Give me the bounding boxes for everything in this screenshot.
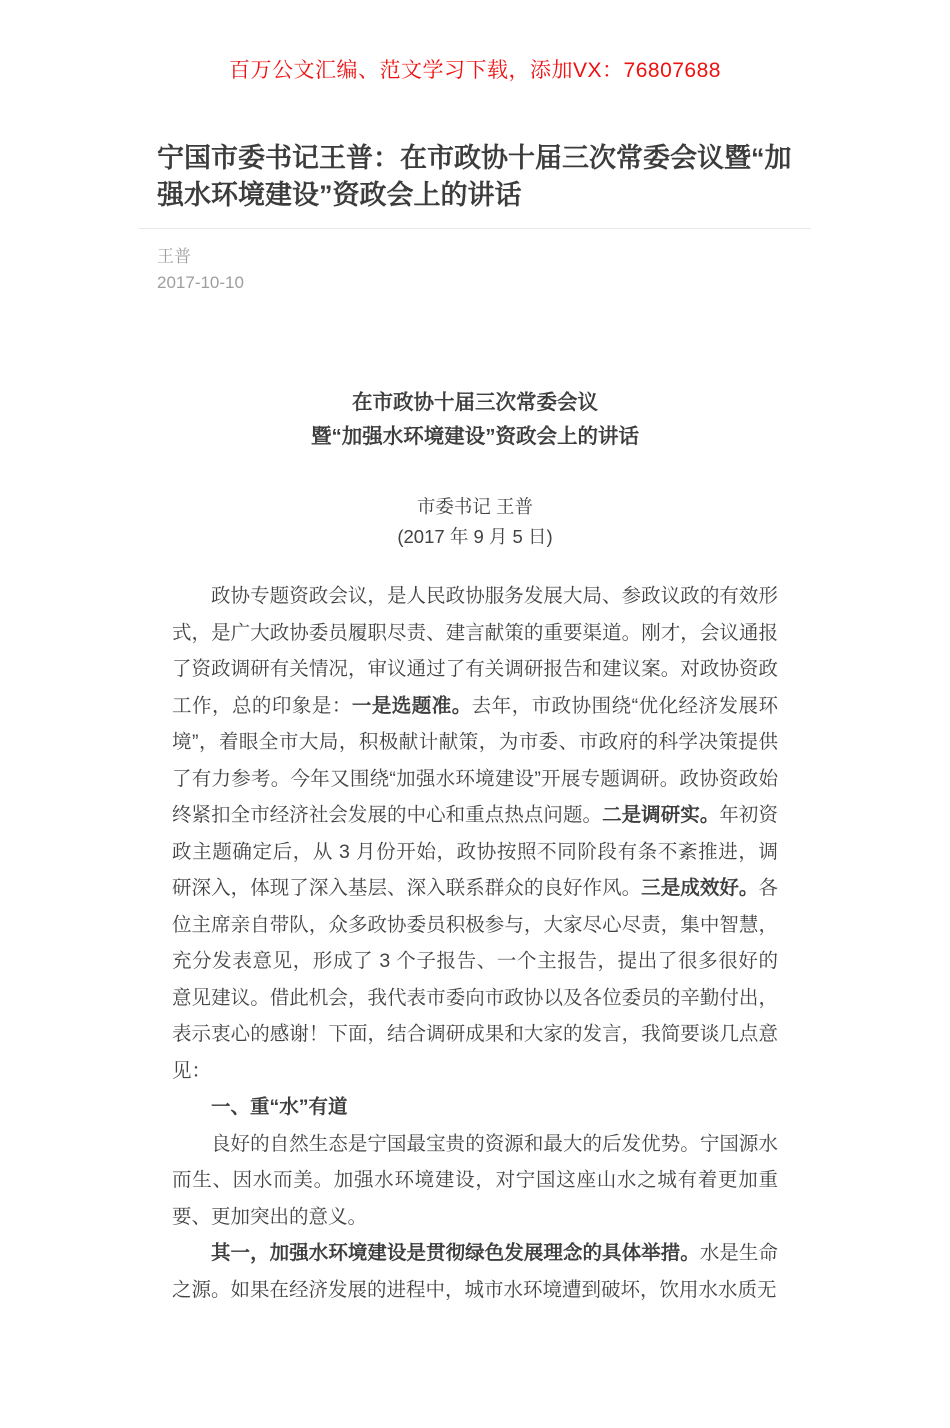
section-heading	[172, 1089, 778, 1126]
doc-heading-line-2: 暨“加强水环境建设”资政会上的讲话	[311, 425, 639, 448]
body-paragraph	[172, 1235, 778, 1308]
text-segment: 政协专题资政会议，是人民政协服务发展大局、参政议政的有效形式，是广大政协委员履职尽责、建言献策的重要渠道。刚才，会议通报了资政调研有关情况，审议通过了有关调研报告和建议案。对政协资政工作，总的印象是：	[172, 585, 778, 717]
doc-date: (2017 年 9 月 5 日)	[397, 526, 553, 547]
body-paragraph	[172, 578, 778, 1089]
document-body	[172, 386, 778, 1428]
bold-text-segment: 三是成效好。	[641, 877, 759, 899]
bold-text-segment: 一、重“水”有道	[211, 1096, 348, 1118]
author-name: 王普	[157, 247, 191, 266]
bold-text-segment: 一是选题准。	[351, 694, 472, 717]
text-segment: 年初资政主题确定后，从 3 月份开始，政协按照不同阶段有条不紊推进，调研深入，体现了深入基层、深入联系群众的良好作风。	[172, 804, 778, 899]
doc-heading	[172, 386, 778, 454]
page-title: 宁国市委书记王普：在市政协十届三次常委会议暨“加强水环境建设”资政会上的讲话	[157, 143, 792, 210]
body-paragraph	[172, 1126, 778, 1236]
post-container	[139, 140, 811, 1428]
promo-banner	[0, 0, 950, 84]
post-meta	[139, 244, 811, 296]
promo-banner-text: 百万公文汇编、范文学习下载，添加VX：76807688	[229, 59, 721, 82]
post-date: 2017-10-10	[157, 273, 244, 292]
text-segment: 去年，市政协围绕“优化经济发展环境”，着眼全市大局，积极献计献策，为市委、市政府的科学决策提供了有力参考。今年又围绕“加强水环境建设”开展专题调研。政协资政始终紧扣全市经济社会发展的中心和重点热点问题。	[172, 694, 778, 826]
bold-text-segment: 其一，加强水环境建设是贯彻绿色发展理念的具体举措。	[211, 1242, 700, 1264]
bold-text-segment: 二是调研实。	[602, 804, 720, 826]
doc-paragraphs	[172, 578, 778, 1428]
text-segment: 水是生命之源。如果在经济发展的进程中，城市水环境遭到破坏，饮用水水质无	[172, 1242, 778, 1301]
header-divider	[139, 228, 811, 229]
text-segment: 各位主席亲自带队，众多政协委员积极参与，大家尽心尽责，集中智慧，充分发表意见，形成了 3 个子报告、一个主报告，提出了很多很好的意见建议。借此机会，我代表市委向市政协以及各位委员的辛勤付出，表示衷心的感谢！下面，结合调研成果和大家的发言，我简要谈几点意见：	[172, 877, 778, 1082]
doc-heading-line-1: 在市政协十届三次常委会议	[352, 391, 598, 414]
text-segment: 良好的自然生态是宁国最宝贵的资源和最大的后发优势。宁国源水而生、因水而美。加强水环境建设，对宁国这座山水之城有着更加重要、更加突出的意义。	[172, 1132, 778, 1228]
post-header	[139, 140, 811, 214]
doc-byline: 市委书记 王普	[416, 496, 534, 517]
